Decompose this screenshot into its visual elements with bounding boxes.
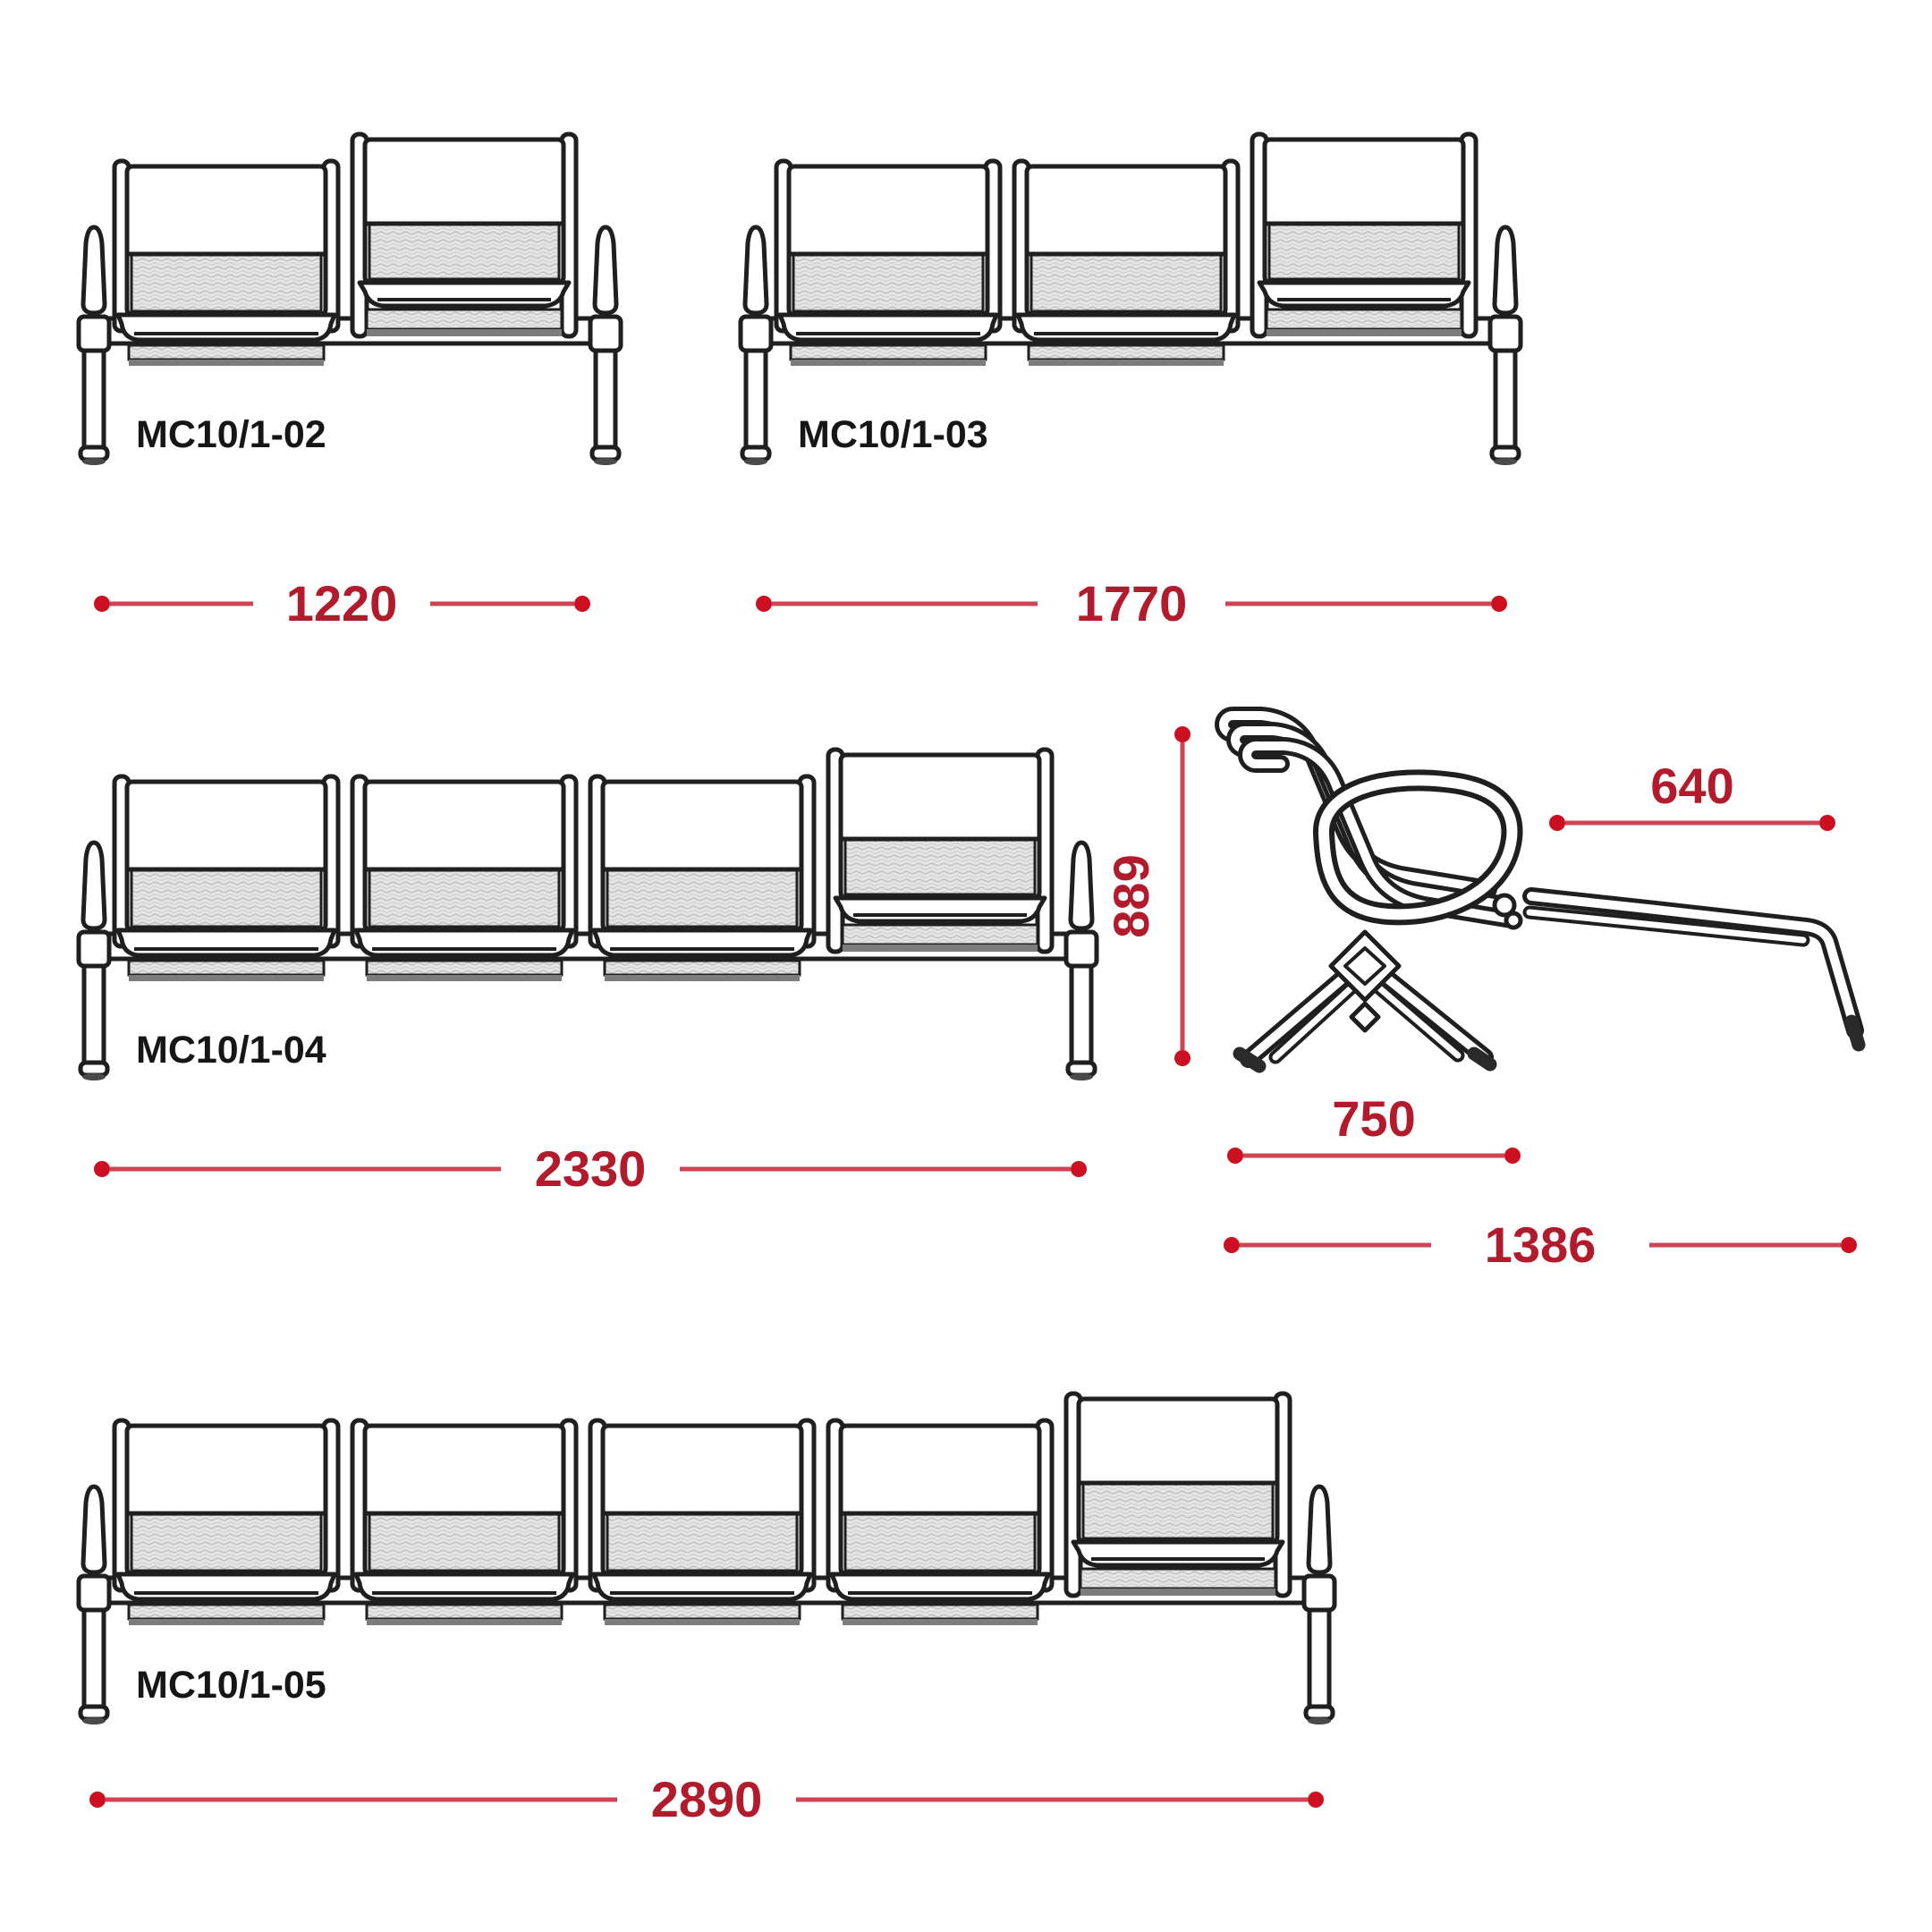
seat-joint [1506,913,1521,928]
bench-leg [80,964,107,1080]
bench-leg [80,349,107,465]
armrest-right [1066,843,1097,966]
bench-3-seat [741,134,1521,631]
armrest-left [79,843,109,966]
tip-up-seat-module [352,134,576,336]
bench-2-seat [79,134,621,631]
dimension-label: 750 [1332,1090,1416,1147]
seat-module [590,1420,814,1625]
model-label: MC10/1-04 [136,1029,326,1072]
dimension-extension [1549,758,1835,831]
base-foot [1474,1054,1490,1064]
dimension-width [756,575,1507,631]
bench-leg [592,349,619,465]
dimension-label: 2890 [650,1771,763,1827]
bench-leg [742,349,769,465]
bench-leg [1492,349,1519,465]
bench-4-seat [79,750,1097,1197]
armrest-left [741,227,771,351]
bench-leg [1068,964,1095,1080]
seat-module [114,161,338,366]
seat-module [590,776,814,981]
tip-up-seat-module [1066,1394,1290,1596]
seat-module [828,1420,1052,1625]
side-view-chair [1224,716,1859,1066]
bench-5-seat [79,1394,1335,1827]
armrest-left [79,1487,109,1610]
seat-module [352,776,576,981]
seat-module [1014,161,1238,366]
model-label: MC10/1-02 [136,413,326,456]
model-label: MC10/1-05 [136,1664,326,1707]
tip-up-seat-module [1252,134,1476,336]
dimension-label: 889 [1103,854,1159,938]
dimension-depth [1227,1090,1521,1164]
armrest-right [590,227,621,351]
dimension-label: 1770 [1075,575,1188,631]
dimension-label: 1386 [1484,1216,1597,1273]
star-base [1240,932,1490,1066]
armrest-right [1304,1487,1335,1610]
bench-leg [1306,1608,1333,1724]
dimension-height [1103,726,1191,1066]
dimension-total-depth [1224,1216,1857,1273]
model-label: MC10/1-03 [798,413,988,456]
seat-module [114,776,338,981]
armrest-right [1490,227,1521,351]
seat-module [776,161,1000,366]
armrest-left [79,227,109,351]
dimension-label: 1220 [285,575,398,631]
tip-up-seat-module [828,750,1052,952]
dimension-width [94,575,590,631]
beam-extension [1530,896,1859,1045]
bench-leg [80,1608,107,1724]
dimension-width [89,1771,1324,1827]
dimension-label: 2330 [534,1140,647,1197]
seat-module [114,1420,338,1625]
dimension-label: 640 [1650,758,1734,814]
extension-foot [1852,1021,1859,1045]
seat-module [352,1420,576,1625]
dimension-width [94,1140,1087,1197]
